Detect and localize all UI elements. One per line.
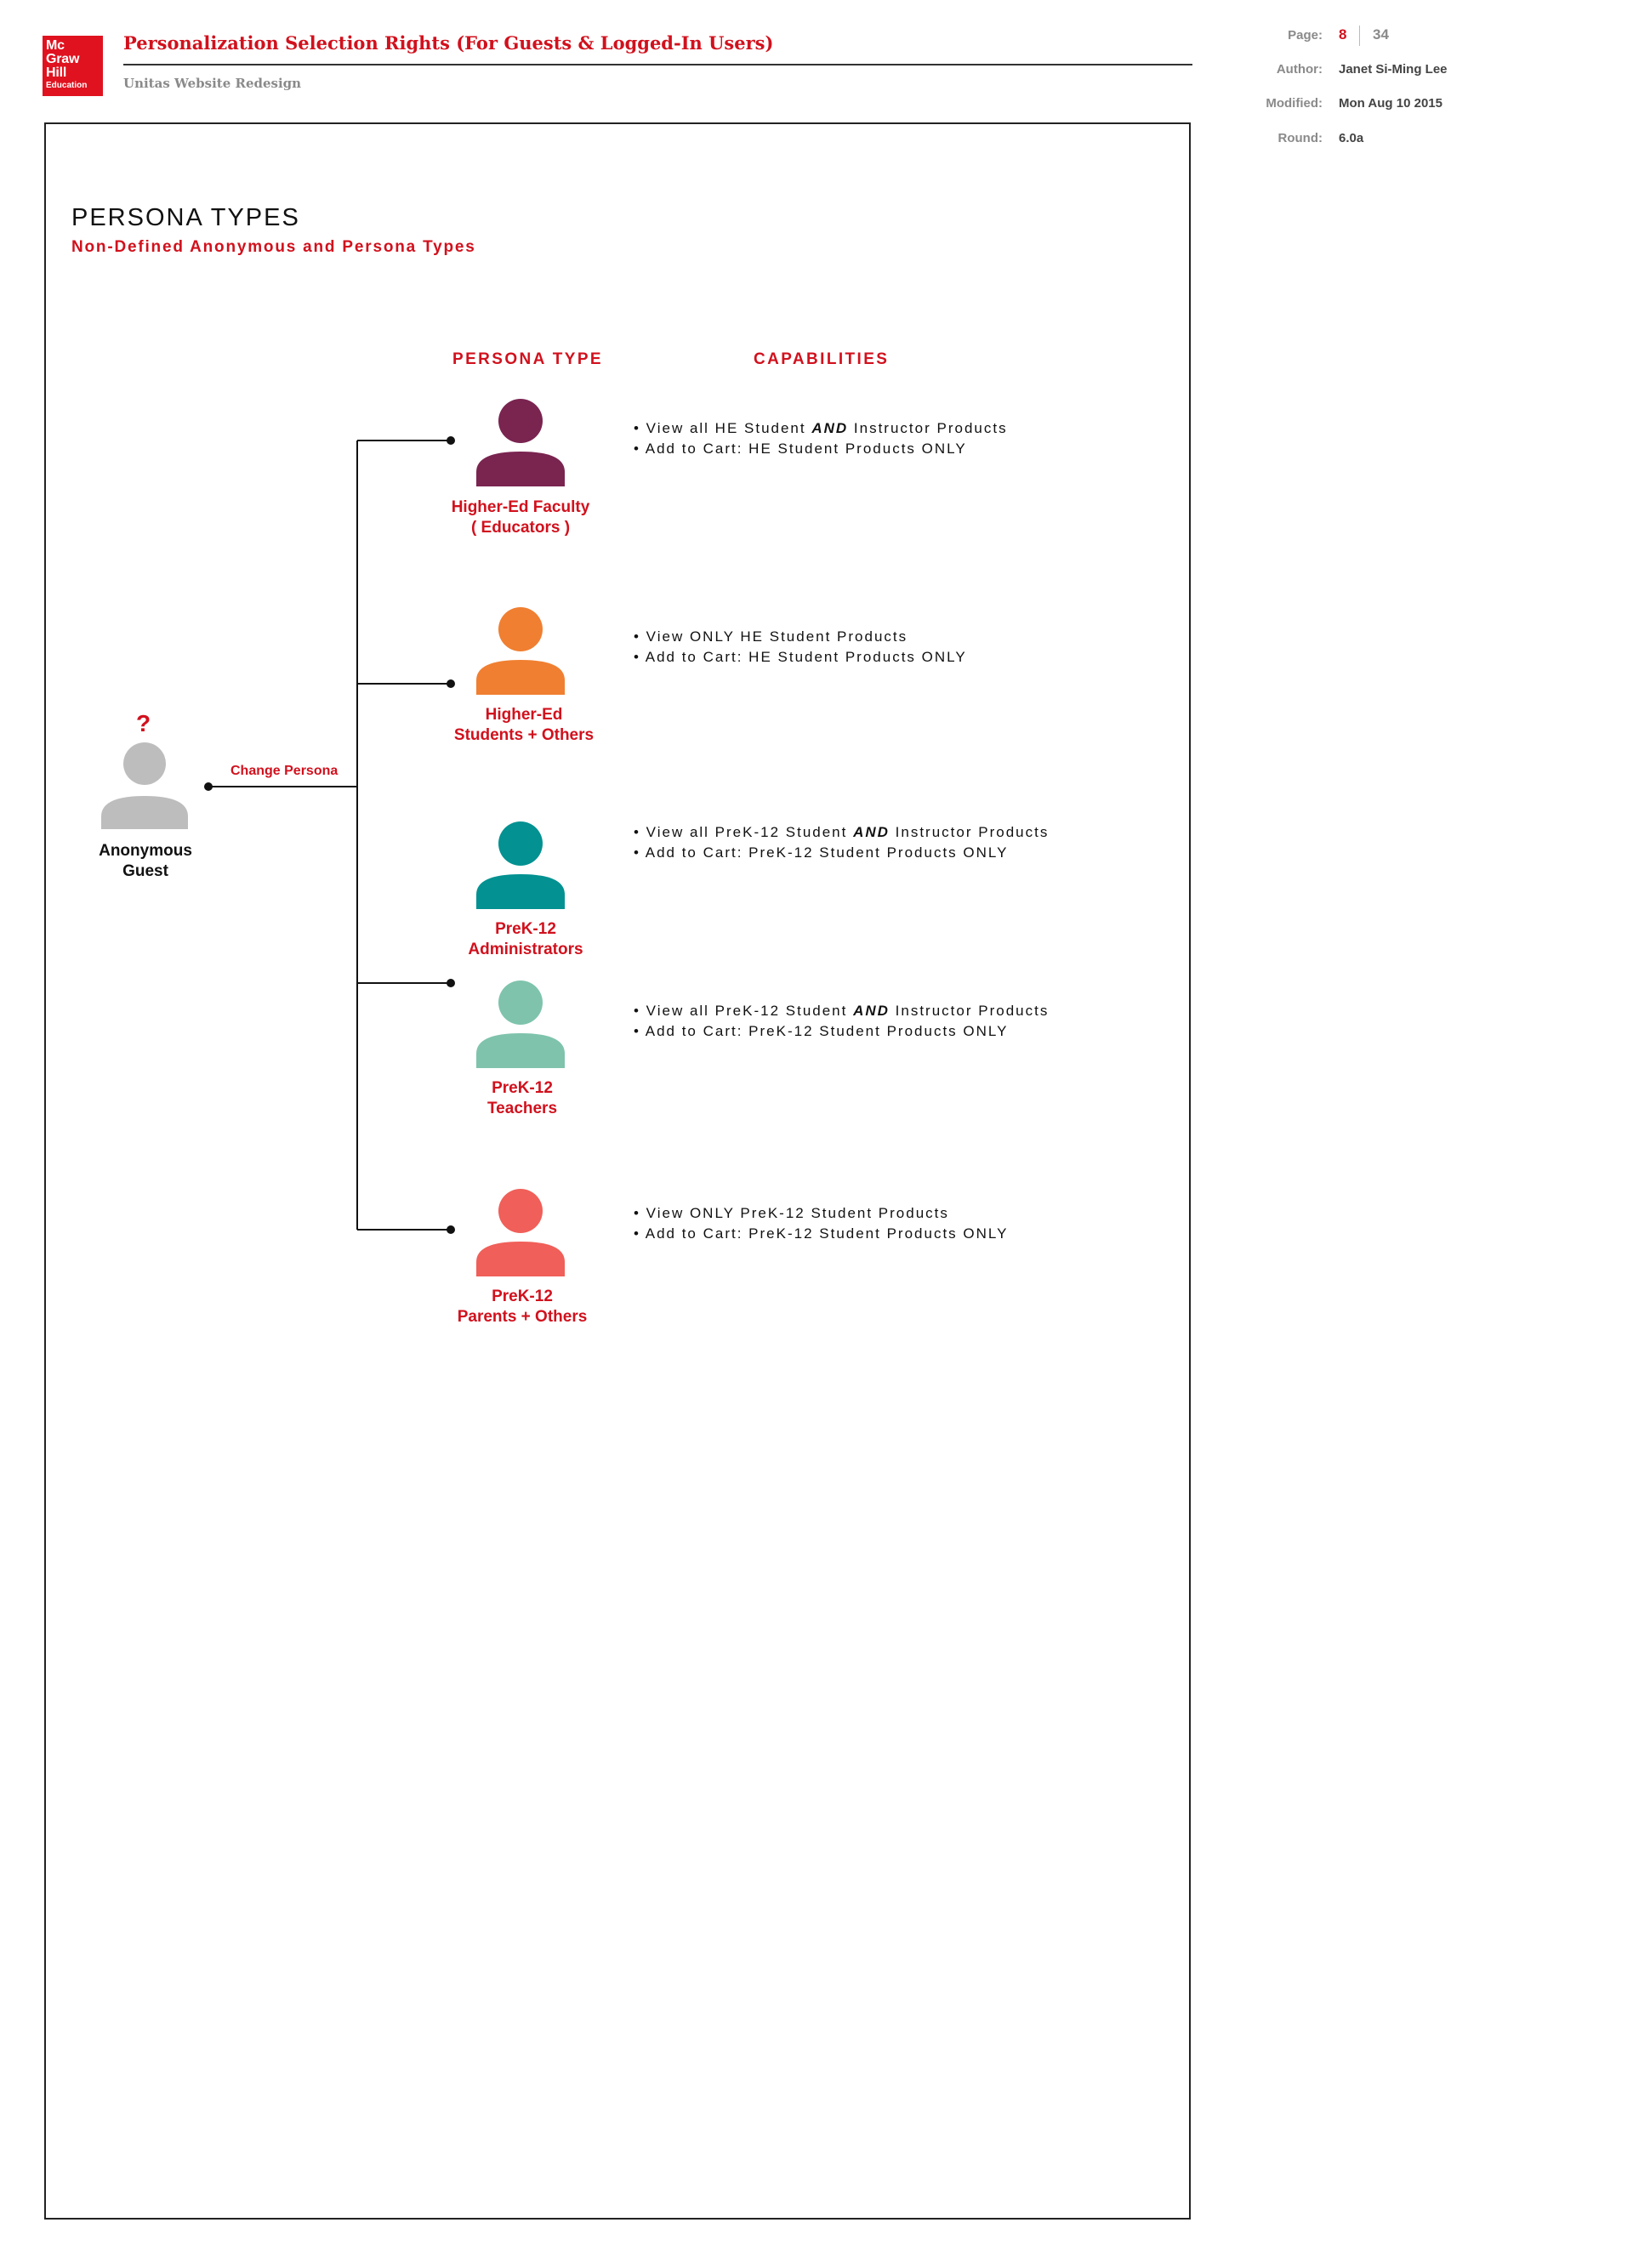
capabilities-higher-ed-students [634, 627, 967, 668]
document-title: Personalization Selection Rights (For Guests & Logged-In Users) [123, 32, 774, 54]
round-value: 6.0a [1339, 131, 1364, 145]
capabilities-prek12-parents [634, 1203, 1008, 1244]
capability-item [634, 822, 1049, 843]
capability-text: • View ONLY PreK-12 Student Products [634, 1205, 949, 1221]
capability-item: • Add to Cart: PreK-12 Student Products ONLY [634, 1023, 1009, 1039]
connector-dot [447, 1225, 455, 1234]
connector-dot [447, 436, 455, 445]
higher-ed-students-user-icon [476, 607, 565, 695]
capability-item [634, 1001, 1049, 1021]
higher-ed-faculty-user-icon [476, 399, 565, 486]
round-label: Round: [1277, 131, 1323, 145]
connector-dot [204, 782, 213, 791]
persona-type-heading: PERSONA TYPE [452, 350, 603, 368]
capability-emphasis: AND [811, 420, 849, 436]
logo-line: Education [46, 81, 88, 90]
capabilities-prek12-teachers [634, 1001, 1049, 1042]
capability-emphasis: AND [853, 1003, 890, 1019]
persona-label-line: Higher-Ed [485, 706, 563, 724]
section-title: PERSONA TYPES [71, 204, 300, 231]
persona-label-line: Students + Others [453, 726, 595, 744]
persona-label-line: Higher-Ed Faculty [451, 498, 590, 516]
modified-value: Mon Aug 10 2015 [1339, 96, 1442, 111]
capability-item [634, 627, 967, 647]
capability-text: • View all PreK-12 Student [634, 1003, 854, 1019]
anonymous-guest-label [60, 841, 230, 882]
persona-label-prek12-administrators [424, 919, 628, 960]
persona-label-higher-ed-students [422, 705, 626, 746]
capability-text: Instructor Products [889, 1003, 1050, 1019]
persona-label-prek12-parents [420, 1287, 624, 1327]
anonymous-user-icon [101, 742, 188, 829]
author-value: Janet Si-Ming Lee [1339, 62, 1448, 77]
prek12-teachers-user-icon [476, 981, 565, 1068]
section-subtitle: Non-Defined Anonymous and Persona Types [71, 238, 476, 256]
persona-label-prek12-teachers [420, 1078, 624, 1119]
capability-item [634, 418, 1008, 439]
anonymous-label-line: Guest [122, 862, 168, 880]
tree-connectors [208, 441, 451, 1230]
capability-item: • Add to Cart: PreK-12 Student Products ONLY [634, 1225, 1009, 1242]
capabilities-higher-ed-faculty [634, 418, 1008, 459]
capability-item [634, 1203, 1008, 1224]
capability-item: • Add to Cart: HE Student Products ONLY [634, 649, 967, 665]
logo-line: Hill [46, 65, 67, 80]
author-label: Author: [1276, 62, 1323, 77]
capabilities-heading: CAPABILITIES [754, 350, 890, 368]
persona-label-line: PreK-12 [492, 1079, 553, 1097]
persona-label-line: PreK-12 [492, 1287, 553, 1305]
modified-label: Modified: [1266, 96, 1323, 111]
persona-label-higher-ed-faculty [418, 497, 623, 538]
prek12-administrators-user-icon [476, 821, 565, 909]
prek12-parents-user-icon [476, 1189, 565, 1276]
connector-dot [447, 979, 455, 987]
capability-item: • Add to Cart: PreK-12 Student Products ONLY [634, 844, 1009, 861]
change-persona-link[interactable]: Change Persona [230, 764, 339, 778]
capability-text: • View all HE Student [634, 420, 812, 436]
capabilities-prek12-administrators [634, 822, 1049, 863]
persona-label-line: ( Educators ) [470, 519, 571, 537]
connector-dots [204, 436, 455, 1234]
logo-line: Mc [46, 38, 65, 53]
capability-item: • Add to Cart: HE Student Products ONLY [634, 441, 967, 457]
page-current: 8 [1339, 26, 1347, 43]
capability-text: • View ONLY HE Student Products [634, 628, 908, 645]
capability-text: Instructor Products [889, 824, 1050, 840]
persona-label-line: Administrators [468, 941, 583, 958]
connector-dot [447, 679, 455, 688]
persona-label-line: Parents + Others [457, 1308, 588, 1326]
question-mark: ? [136, 710, 151, 736]
document-subtitle: Unitas Website Redesign [123, 76, 302, 91]
capability-emphasis: AND [853, 824, 890, 840]
anonymous-label-line: Anonymous [99, 842, 192, 860]
logo-line: Graw [46, 52, 80, 66]
persona-label-line: Teachers [486, 1100, 558, 1117]
capability-text: • View all PreK-12 Student [634, 824, 854, 840]
page-total: 34 [1373, 26, 1389, 43]
page-label: Page: [1288, 28, 1323, 43]
persona-label-line: PreK-12 [495, 920, 556, 938]
capability-text: Instructor Products [848, 420, 1008, 436]
